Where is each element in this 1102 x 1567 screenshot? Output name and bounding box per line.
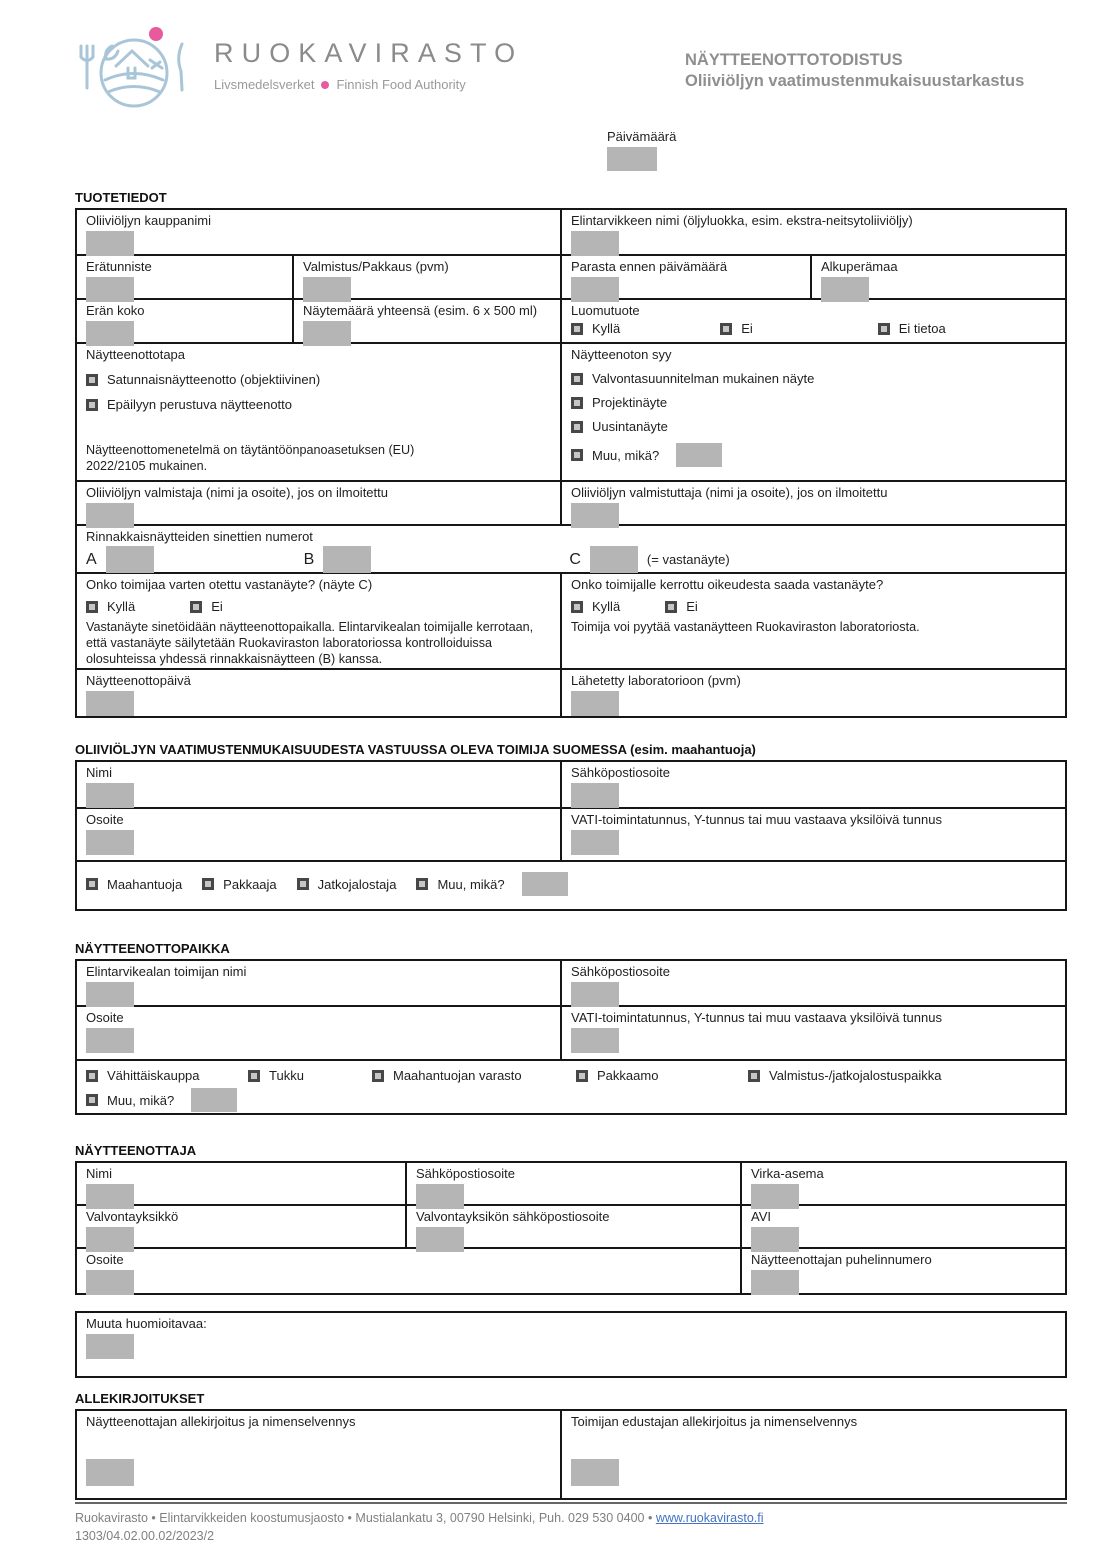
checkbox-label: Ei tietoa xyxy=(898,321,946,336)
cell-naytemaara xyxy=(294,300,562,342)
checkbox-label: Epäilyyn perustuva näytteenotto xyxy=(107,397,293,412)
label-s2-osoite: Osoite xyxy=(86,812,124,827)
label-vastanayte-otettu: Onko toimijaa varten otettu vastanäyte? (näyte C) xyxy=(86,577,373,592)
section-heading-vastuutoimija: OLIIVIÖLJYN VAATIMUSTENMUKAISUUDESTA VASTUUSSA OLEVA TOIMIJA SUOMESSA (esim. maahantuoja) xyxy=(75,742,756,757)
input-eran-koko[interactable] xyxy=(86,321,134,346)
option-maahantuojan-varasto xyxy=(372,1068,576,1083)
title-line2: Oliiviöljyn vaatimustenmukaisuustarkastus xyxy=(685,72,1025,91)
ruokavirasto-logo-icon xyxy=(72,16,194,114)
cell-s4-sahkoposti xyxy=(407,1163,742,1204)
input-parasta-ennen[interactable] xyxy=(571,277,619,302)
cell-parasta-ennen xyxy=(562,256,812,298)
brand-name: RUOKAVIRASTO xyxy=(214,38,524,68)
checkbox-label: Muu, mikä? xyxy=(107,1092,175,1108)
checkbox-s2-muu[interactable] xyxy=(416,878,428,890)
input-lahetetty-pvm[interactable] xyxy=(571,691,619,716)
label-s4-avi: AVI xyxy=(751,1209,771,1224)
checkbox-label: Valmistus-/jatkojalostuspaikka xyxy=(769,1068,942,1083)
option-muu-syy xyxy=(571,443,1056,467)
checkbox-label: Uusintanäyte xyxy=(592,419,668,434)
label-alkuperamaa: Alkuperämaa xyxy=(821,259,898,274)
label-s2-sahkoposti: Sähköpostiosoite xyxy=(571,765,671,780)
tagline-swedish: Livsmedelsverket xyxy=(214,77,315,92)
date-label: Päivämäärä xyxy=(607,129,677,144)
label-s2-vati: VATI-toimintatunnus, Y-tunnus tai muu vastaava yksilöivä tunnus xyxy=(571,812,942,827)
checkbox-valvontasuunnitelma[interactable] xyxy=(571,373,583,385)
checkbox-label: Ei xyxy=(211,599,223,614)
cell-vastanayte-otettu xyxy=(77,574,562,668)
checkbox-s3-muu[interactable] xyxy=(86,1094,98,1106)
checkbox-luomu-ei[interactable] xyxy=(720,323,732,335)
label-allekirjoitus-toimija: Toimijan edustajan allekirjoitus ja nimenselvennys xyxy=(571,1414,858,1429)
brand-tagline xyxy=(214,77,523,92)
cell-s4-osoite xyxy=(77,1249,742,1293)
cell-valmistaja xyxy=(77,482,562,524)
label-sinetti-c: C xyxy=(569,550,581,568)
checkbox-satunnaisnaytteenotto[interactable] xyxy=(86,374,98,386)
checkbox-label: Pakkaamo xyxy=(597,1068,659,1083)
logo-pink-dot-icon xyxy=(149,27,163,41)
cell-s2-roolit xyxy=(77,862,1065,909)
label-vastanayte-oikeus: Onko toimijalle kerrottu oikeudesta saada vastanäyte? xyxy=(571,577,884,592)
option-projektinayte xyxy=(571,395,1056,410)
document-title xyxy=(685,50,1024,93)
cell-s3-osoite xyxy=(77,1007,562,1059)
table-allekirjoitukset xyxy=(75,1409,1067,1500)
sinetti-b-group xyxy=(304,546,372,573)
checkbox-luomu-ei-tietoa[interactable] xyxy=(878,323,890,335)
label-nayttenottopaiva: Näytteenottopäivä xyxy=(86,673,191,688)
label-s3-sahkoposti: Sähköpostiosoite xyxy=(571,964,671,979)
label-nayttenottotapa: Näytteenottotapa xyxy=(86,347,186,362)
cell-s4-avi xyxy=(742,1206,1065,1247)
footer-document-number: 1303/04.02.00.02/2023/2 xyxy=(75,1529,215,1544)
checkbox-label: Ei xyxy=(686,599,698,614)
table-nayttenottaja xyxy=(75,1161,1067,1295)
note-vastanayte-left: Vastanäyte sinetöidään näytteenottopaikalla. Elintarvikealan toimijalle kerrotaan, että vastanäyte säilytetään Ruokaviraston laboratoriossa kontrolloiduissa olosuhteissa yhdessä rinnakkaisnäytteen (B) kanssa. xyxy=(86,620,534,667)
checkbox-jatkojalostaja[interactable] xyxy=(297,878,309,890)
checkbox-label: Valvontasuunnitelman mukainen näyte xyxy=(592,371,815,386)
checkbox-vastanayte-kylla[interactable] xyxy=(86,601,98,613)
input-s3-toimija[interactable] xyxy=(86,982,134,1007)
footer-line1 xyxy=(75,1509,1067,1527)
sinetti-a-group xyxy=(86,546,154,573)
input-eratunniste[interactable] xyxy=(86,277,134,302)
checkbox-label: Kyllä xyxy=(107,599,136,614)
cell-allekirjoitus-nayttaja xyxy=(77,1411,562,1498)
label-s4-virka: Virka-asema xyxy=(751,1166,824,1181)
cell-s4-yksikko xyxy=(77,1206,407,1247)
cell-lahetetty xyxy=(562,670,1065,716)
checkbox-valmistuspaikka[interactable] xyxy=(748,1070,760,1082)
option-uusintanayte xyxy=(571,419,1056,434)
input-s4-osoite[interactable] xyxy=(86,1270,134,1295)
cell-eran-koko xyxy=(77,300,294,342)
cell-sinetit xyxy=(77,526,1065,572)
checkbox-luomu-kylla[interactable] xyxy=(571,323,583,335)
input-s2-nimi[interactable] xyxy=(86,783,134,808)
checkbox-oikeus-kylla[interactable] xyxy=(571,601,583,613)
checkbox-tukku[interactable] xyxy=(248,1070,260,1082)
label-s3-toimija: Elintarvikealan toimijan nimi xyxy=(86,964,247,979)
section-heading-nayttenottaja: NÄYTTEENOTTAJA xyxy=(75,1143,197,1158)
label-s4-sahkoposti: Sähköpostiosoite xyxy=(416,1166,516,1181)
table-nayttenottopaikka xyxy=(75,959,1067,1115)
note-vastanayte-right: Toimija voi pyytää vastanäytteen Ruokaviraston laboratoriosta. xyxy=(571,620,920,634)
input-alkuperamaa[interactable] xyxy=(821,277,869,302)
sinetti-c-group xyxy=(569,546,729,573)
option-epailyyn xyxy=(86,397,551,412)
table-vastuutoimija xyxy=(75,760,1067,911)
cell-s4-yksikko-email xyxy=(407,1206,742,1247)
checkbox-vastanayte-ei[interactable] xyxy=(190,601,202,613)
section-heading-tuotetiedot: TUOTETIEDOT xyxy=(75,190,167,205)
input-allekirjoitus-nayttaja[interactable] xyxy=(86,1459,134,1486)
cell-s3-vati xyxy=(562,1007,1065,1059)
input-sinetti-a[interactable] xyxy=(106,546,154,573)
cell-elintarvike xyxy=(562,210,1065,254)
checkbox-muu-syy[interactable] xyxy=(571,449,583,461)
input-paivamaara[interactable] xyxy=(607,147,657,171)
header-logo xyxy=(72,16,523,114)
cell-s3-sahkoposti xyxy=(562,961,1065,1005)
section-heading-nayttenottopaikka: NÄYTTEENOTTOPAIKKA xyxy=(75,941,230,956)
option-pakkaaja xyxy=(202,877,276,892)
checkbox-label: Projektinäyte xyxy=(592,395,668,410)
input-s2-sahkoposti[interactable] xyxy=(571,783,619,808)
checkbox-label: Maahantuojan varasto xyxy=(393,1068,522,1083)
cell-allekirjoitus-toimija xyxy=(562,1411,1065,1498)
option-tukku xyxy=(248,1068,372,1083)
label-s4-yksikko-email: Valvontayksikön sähköpostiosoite xyxy=(416,1209,610,1224)
checkbox-vahittaiskauppa[interactable] xyxy=(86,1070,98,1082)
input-s2-muu[interactable] xyxy=(522,872,568,896)
cell-s4-virka xyxy=(742,1163,1065,1204)
checkbox-uusintanayte[interactable] xyxy=(571,421,583,433)
checkbox-label: Muu, mikä? xyxy=(592,447,660,463)
option-pakkaamo xyxy=(576,1068,748,1083)
table-tuotetiedot xyxy=(75,208,1067,718)
input-sinetti-c[interactable] xyxy=(590,546,638,573)
label-valmistus-pvm: Valmistus/Pakkaus (pvm) xyxy=(303,259,449,274)
cell-nayttenottopaiva xyxy=(77,670,562,716)
input-s4-puhelin[interactable] xyxy=(751,1270,799,1295)
cell-alkuperamaa xyxy=(812,256,1065,298)
tagline-english: Finnish Food Authority xyxy=(336,77,466,92)
title-line1: NÄYTTEENOTTOTODISTUS xyxy=(685,51,903,69)
cell-muuta xyxy=(77,1313,1065,1376)
input-s3-muu[interactable] xyxy=(191,1088,237,1112)
option-satunnais xyxy=(86,372,551,387)
cell-valmistus-pvm xyxy=(294,256,562,298)
checkbox-label: Pakkaaja xyxy=(223,876,277,892)
label-muuta: Muuta huomioitavaa: xyxy=(86,1316,207,1331)
label-s4-nimi: Nimi xyxy=(86,1166,112,1181)
label-s3-osoite: Osoite xyxy=(86,1010,124,1025)
label-sinetti-a: A xyxy=(86,550,97,568)
label-valmistaja: Oliiviöljyn valmistaja (nimi ja osoite), jos on ilmoitettu xyxy=(86,485,388,500)
input-s3-vati[interactable] xyxy=(571,1028,619,1053)
checkbox-projektinayte[interactable] xyxy=(571,397,583,409)
checkbox-epailyyn-perustuva[interactable] xyxy=(86,399,98,411)
checkbox-label: Maahantuoja xyxy=(107,876,183,892)
label-parasta-ennen: Parasta ennen päivämäärä xyxy=(571,259,728,274)
checkbox-label: Tukku xyxy=(269,1068,304,1083)
label-valmistuttaja: Oliiviöljyn valmistuttaja (nimi ja osoite), jos on ilmoitettu xyxy=(571,485,888,500)
option-valmistuspaikka xyxy=(748,1068,1056,1083)
checkbox-label: Vähittäiskauppa xyxy=(107,1068,200,1083)
input-naytemaara[interactable] xyxy=(303,321,351,346)
label-elintarvike: Elintarvikkeen nimi (öljyluokka, esim. ekstra-neitsytoliiviöljy) xyxy=(571,213,913,228)
table-muuta xyxy=(75,1311,1067,1378)
cell-s4-puhelin xyxy=(742,1249,1065,1293)
checkbox-maahantuojan-varasto[interactable] xyxy=(372,1070,384,1082)
cell-vastanayte-oikeus xyxy=(562,574,1065,668)
note-menetelma: Näytteenottomenetelmä on täytäntöönpanoasetuksen (EU) 2022/2105 mukainen. xyxy=(86,442,415,473)
label-luomutuote: Luomutuote xyxy=(571,303,640,318)
input-nayttenottopaiva[interactable] xyxy=(86,691,134,716)
label-vastanayte-suffix: (= vastanäyte) xyxy=(646,552,730,567)
label-sinetti-b: B xyxy=(303,550,315,568)
option-vahittaiskauppa xyxy=(86,1068,248,1083)
section-heading-allekirjoitukset: ALLEKIRJOITUKSET xyxy=(75,1391,205,1406)
checkbox-oikeus-ei[interactable] xyxy=(665,601,677,613)
option-valvontasuunnitelma xyxy=(571,371,1056,386)
option-s2-muu xyxy=(416,872,567,896)
label-lahetetty: Lähetetty laboratorioon (pvm) xyxy=(571,673,741,688)
checkbox-pakkaaja[interactable] xyxy=(202,878,214,890)
label-naytemaara: Näytemäärä yhteensä (esim. 6 x 500 ml) xyxy=(303,303,538,318)
footer-website-link[interactable]: www.ruokavirasto.fi xyxy=(655,1511,764,1525)
input-sinetti-b[interactable] xyxy=(323,546,371,573)
cell-nayttenoton-syy xyxy=(562,344,1065,480)
cell-kauppanimi xyxy=(77,210,562,254)
cell-s2-sahkoposti xyxy=(562,762,1065,807)
cell-s2-vati xyxy=(562,809,1065,860)
option-luomu-ei-tietoa xyxy=(878,321,946,336)
input-s2-vati[interactable] xyxy=(571,830,619,855)
cell-eratunniste xyxy=(77,256,294,298)
checkbox-maahantuoja[interactable] xyxy=(86,878,98,890)
cell-s4-nimi xyxy=(77,1163,407,1204)
input-s3-osoite[interactable] xyxy=(86,1028,134,1053)
checkbox-label: Kyllä xyxy=(592,321,621,336)
label-s2-nimi: Nimi xyxy=(86,765,112,780)
page-footer xyxy=(75,1502,1067,1545)
input-valmistuttaja[interactable] xyxy=(571,503,619,528)
label-s4-osoite: Osoite xyxy=(86,1252,124,1267)
label-sinetit: Rinnakkaisnäytteiden sinettien numerot xyxy=(86,529,313,544)
checkbox-label: Jatkojalostaja xyxy=(317,876,397,892)
footer-contact-text: Ruokavirasto • Elintarvikkeiden koostumusjaosto • Mustialankatu 3, 00790 Helsinki, Puh. 029 530 0400 • xyxy=(75,1511,656,1525)
label-eran-koko: Erän koko xyxy=(86,303,145,318)
tagline-dot-icon xyxy=(321,81,329,89)
checkbox-pakkaamo[interactable] xyxy=(576,1070,588,1082)
label-s4-puhelin: Näytteenottajan puhelinnumero xyxy=(751,1252,932,1267)
input-allekirjoitus-toimija[interactable] xyxy=(571,1459,619,1486)
checkbox-label: Kyllä xyxy=(592,599,621,614)
input-valmistus-pvm[interactable] xyxy=(303,277,351,302)
checkbox-label: Ei xyxy=(741,321,753,336)
option-oikeus-kylla xyxy=(571,599,620,614)
option-oikeus-ei xyxy=(665,599,698,614)
option-luomu-kylla xyxy=(571,321,620,336)
brand-block xyxy=(214,38,523,92)
option-luomu-ei xyxy=(720,321,753,336)
cell-valmistuttaja xyxy=(562,482,1065,524)
label-s4-yksikko: Valvontayksikkö xyxy=(86,1209,179,1224)
cell-s3-toimija xyxy=(77,961,562,1005)
checkbox-label: Satunnaisnäytteenotto (objektiivinen) xyxy=(107,372,321,387)
label-kauppanimi: Oliiviöljyn kauppanimi xyxy=(86,213,211,228)
option-vastanayte-kylla xyxy=(86,599,135,614)
cell-luomutuote xyxy=(562,300,1065,342)
option-s3-muu xyxy=(86,1088,237,1112)
cell-s2-nimi xyxy=(77,762,562,807)
form-body xyxy=(75,190,1067,1500)
input-s3-sahkoposti[interactable] xyxy=(571,982,619,1007)
input-elintarvikkeen-nimi[interactable] xyxy=(571,231,619,256)
label-s3-vati: VATI-toimintatunnus, Y-tunnus tai muu vastaava yksilöivä tunnus xyxy=(571,1010,942,1025)
date-field xyxy=(607,129,676,171)
cell-nayttenottotapa xyxy=(77,344,562,480)
label-allekirjoitus-nayttaja: Näytteenottajan allekirjoitus ja nimenselvennys xyxy=(86,1414,356,1429)
option-jatkojalostaja xyxy=(297,877,397,892)
input-muu-syy[interactable] xyxy=(676,443,722,467)
input-valmistaja[interactable] xyxy=(86,503,134,528)
label-nayttenoton-syy: Näytteenoton syy xyxy=(571,347,672,362)
input-kauppanimi[interactable] xyxy=(86,231,134,256)
label-eratunniste: Erätunniste xyxy=(86,259,152,274)
cell-s3-paikkatyypit xyxy=(77,1061,1065,1113)
cell-s2-osoite xyxy=(77,809,562,860)
checkbox-label: Muu, mikä? xyxy=(437,876,505,892)
input-s2-osoite[interactable] xyxy=(86,830,134,855)
option-maahantuoja xyxy=(86,877,182,892)
option-vastanayte-ei xyxy=(190,599,223,614)
input-muuta[interactable] xyxy=(86,1334,134,1359)
